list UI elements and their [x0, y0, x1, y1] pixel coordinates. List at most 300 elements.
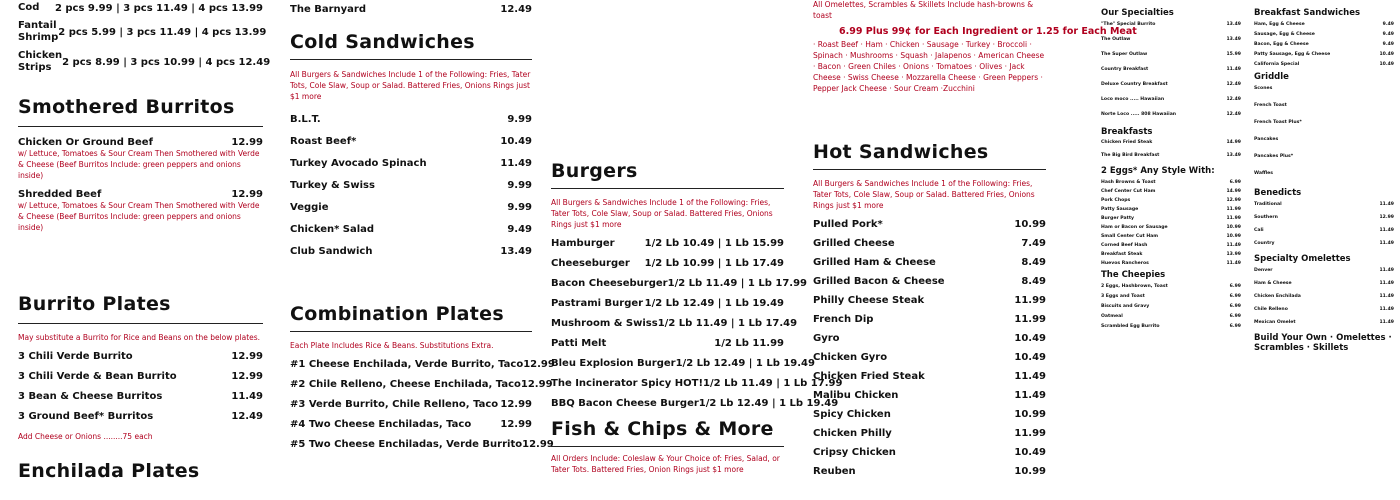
menu-item	[290, 180, 532, 191]
two-eggs-title: 2 Eggs* Any Style With:	[1101, 166, 1215, 176]
menu-item-name: Pork Chops	[1101, 198, 1131, 203]
hot-sandwiches-list	[813, 219, 1046, 477]
menu-item	[1254, 52, 1394, 57]
menu-item	[1254, 32, 1394, 37]
menu-item-row	[813, 466, 1046, 477]
menu-item-price: 11.49	[500, 158, 532, 169]
menu-item-row	[1254, 42, 1394, 47]
menu-item-row	[1101, 216, 1241, 221]
menu-item	[1101, 189, 1241, 194]
menu-item	[1101, 82, 1241, 87]
menu-item-price: 6.99	[1229, 324, 1241, 329]
ingredient-list: · Roast Beef · Ham · Chicken · Sausage · Turkey · Broccoli · Spinach · Mushrooms · Squash · Jalapenos · American Cheese · Bacon · Green Chiles · Onions · Tomatoes · Olives · Jack Cheese · Swiss Cheese · Mozzarella Cheese · Green Peppers · Pepper Jack Cheese · Sour Cream ·Zucchini	[813, 40, 1045, 93]
menu-item-row	[1101, 37, 1241, 42]
menu-item-row	[1254, 320, 1394, 325]
build-your-own-title: Build Your Own · Omelettes · Scrambles · Skillets	[1254, 333, 1392, 353]
menu-item	[1101, 216, 1241, 221]
menu-item-name: Chicken Gyro	[813, 352, 888, 363]
menu-item-name: Southern	[1254, 215, 1278, 220]
menu-item-name: The Outlaw	[1101, 37, 1131, 42]
menu-item-price: 1/2 Lb 11.49 | 1 Lb 17.49	[657, 318, 798, 329]
menu-item-row	[1101, 140, 1241, 145]
menu-item-price: 11.49	[1379, 320, 1394, 325]
menu-item-price: 2 pcs 9.99 | 3 pcs 11.49 | 4 pcs 13.99	[54, 2, 263, 14]
menu-item	[290, 359, 555, 370]
hot-sandwiches-note: All Burgers & Sandwiches Include 1 of the Following: Fries, Tater Tots, Cole Slaw, Soup or Salad. Battered Fries, Onions Rings just $1 more	[813, 179, 1035, 210]
menu-item-row	[290, 202, 532, 213]
menu-item-price: 12.49	[231, 411, 263, 422]
menu-item	[1101, 97, 1241, 102]
menu-item-row	[1101, 207, 1241, 212]
menu-item-price: 13.49	[500, 246, 532, 257]
menu-item-row	[290, 379, 553, 390]
menu-item-name: Cod	[18, 2, 40, 13]
menu-item	[1254, 294, 1394, 299]
menu-item-name: French Dip	[813, 314, 874, 325]
specialty-omelettes-list	[1254, 268, 1394, 325]
menu-item	[1101, 252, 1241, 257]
specialties-list	[1101, 22, 1241, 117]
menu-item-price: 9.49	[1382, 42, 1394, 47]
menu-item-row	[813, 352, 1046, 363]
menu-item-price: 12.99	[522, 439, 554, 450]
menu-item-row	[1254, 268, 1394, 273]
cheepies-title: The Cheepies	[1101, 270, 1166, 280]
menu-item	[1254, 320, 1394, 325]
menu-item-row	[1101, 97, 1241, 102]
menu-item	[551, 318, 798, 329]
menu-item-name: Patti Melt	[551, 338, 607, 349]
menu-item	[1254, 241, 1394, 246]
menu-item-row	[551, 238, 784, 249]
menu-item-name: Chicken* Salad	[290, 224, 375, 235]
menu-item-name: Country Breakfast	[1101, 67, 1149, 72]
combination-plates-note: Each Plate Includes Rice & Beans. Substitutions Extra.	[290, 341, 494, 350]
column-2	[290, 0, 555, 459]
menu-item-price: 12.49	[500, 4, 532, 15]
menu-item-name: The Super Outlaw	[1101, 52, 1148, 57]
menu-item-name: Chicken Strips	[18, 50, 63, 73]
barnyard-row	[290, 4, 532, 15]
menu-item-name: 2 Eggs, Hashbrown, Toast	[1101, 284, 1168, 289]
menu-item-name: Traditional	[1254, 202, 1282, 207]
menu-item-price: 11.99	[1014, 295, 1046, 306]
two-eggs-list	[1101, 180, 1241, 266]
menu-item-name: Huevos Rancheros	[1101, 261, 1149, 266]
menu-item-description: w/ Lettuce, Tomatoes & Sour Cream Then Smothered with Verde & Cheese (Beef Burritos Include: green peppers and onions inside)	[18, 149, 260, 180]
menu-item-name: Turkey Avocado Spinach	[290, 158, 427, 169]
menu-item-price: 6.99	[1229, 180, 1241, 185]
menu-item-name: Mexican Omelet	[1254, 320, 1296, 325]
menu-item-row	[1254, 307, 1394, 312]
menu-item	[1101, 180, 1241, 185]
menu-item-name: Bacon, Egg & Cheese	[1254, 42, 1309, 47]
menu-item-row	[1254, 22, 1394, 27]
menu-item-row	[18, 189, 263, 200]
menu-item-row	[1101, 304, 1241, 309]
menu-item-name: Ham & Cheese	[1254, 281, 1292, 286]
menu-item-name: Corned Beef Hash	[1101, 243, 1148, 248]
menu-item-name: Pancakes	[1254, 137, 1279, 142]
menu-item-name: 3 Ground Beef* Burritos	[18, 411, 154, 422]
menu-item-row	[1254, 103, 1394, 108]
menu-item-name: Oatmeal	[1101, 314, 1123, 319]
menu-item-row	[813, 257, 1046, 268]
menu-item-price: 11.49	[1226, 243, 1241, 248]
menu-item-row	[1254, 171, 1394, 176]
menu-item-row	[18, 137, 263, 148]
menu-item-name: Denver	[1254, 268, 1273, 273]
menu-item-name: Cali	[1254, 228, 1264, 233]
menu-item-price: 1/2 Lb 11.99	[714, 338, 784, 349]
menu-item-price: 12.99	[231, 189, 263, 200]
menu-item-price: 11.49	[1014, 390, 1046, 401]
menu-item-name: "The" Special Burrito	[1101, 22, 1156, 27]
menu-item-row	[813, 238, 1046, 249]
menu-item-name: Breakfast Steak	[1101, 252, 1143, 257]
menu-item-name: Country	[1254, 241, 1275, 246]
menu-item-price: 13.49	[1226, 37, 1241, 42]
menu-item-name: Scones	[1254, 86, 1273, 91]
menu-item	[1254, 228, 1394, 233]
menu-item-row	[1101, 314, 1241, 319]
menu-item-row	[290, 419, 532, 430]
menu-item-row	[813, 295, 1046, 306]
omelette-note: All Omelettes, Scrambles & Skillets Include hash-browns & toast	[813, 0, 1034, 20]
menu-item-name: Pastrami Burger	[551, 298, 644, 309]
menu-item-row	[813, 409, 1046, 420]
menu-item-row	[1101, 261, 1241, 266]
menu-item-name: The Incinerator Spicy HOT!	[551, 378, 704, 389]
menu-item-name: Pulled Pork*	[813, 219, 883, 230]
breakfast-sandwiches-list	[1254, 22, 1394, 67]
menu-item	[813, 428, 1046, 439]
menu-item-row	[1101, 234, 1241, 239]
menu-item-name: 3 Chili Verde & Bean Burrito	[18, 371, 177, 382]
menu-item-price: 11.99	[1014, 314, 1046, 325]
menu-item-row	[290, 246, 532, 257]
menu-item-name: Reuben	[813, 466, 856, 477]
menu-item-price: 11.49	[1379, 281, 1394, 286]
menu-item-name: Shredded Beef	[18, 189, 102, 200]
menu-item-row	[1254, 294, 1394, 299]
menu-item	[813, 257, 1046, 268]
griddle-title: Griddle	[1254, 72, 1289, 82]
menu-item	[1254, 281, 1394, 286]
menu-item-name: #3 Verde Burrito, Chile Relleno, Taco	[290, 399, 499, 410]
menu-item	[1101, 234, 1241, 239]
burgers-note: All Burgers & Sandwiches Include 1 of the Following: Fries, Tater Tots, Cole Slaw, Soup or Salad. Battered Fries, Onions Rings just $1 more	[551, 198, 773, 229]
menu-item-price: 10.99	[1226, 234, 1241, 239]
benedicts-list	[1254, 202, 1394, 246]
menu-item-name: Deluxe Country Breakfast	[1101, 82, 1168, 87]
menu-item-name: Chef Center Cut Ham	[1101, 189, 1156, 194]
menu-item-row	[1254, 137, 1394, 142]
menu-item-name: Patty Sausage, Egg & Cheese	[1254, 52, 1331, 57]
menu-item	[813, 295, 1046, 306]
menu-item-name: Waffles	[1254, 171, 1273, 176]
menu-item	[813, 390, 1046, 401]
burrito-plates-list	[18, 351, 263, 422]
menu-item-price: 11.99	[1226, 216, 1241, 221]
menu-item	[18, 137, 263, 181]
menu-item-row	[290, 114, 532, 125]
menu-item	[1254, 215, 1394, 220]
menu-item-row	[18, 371, 263, 382]
menu-item	[1254, 42, 1394, 47]
menu-item	[1101, 22, 1241, 27]
menu-item-row	[551, 258, 784, 269]
menu-item	[290, 379, 553, 390]
menu-item-price: 1/2 Lb 12.49 | 1 Lb 19.49	[675, 358, 815, 369]
menu-item	[1101, 314, 1241, 319]
menu-item-row	[1254, 215, 1394, 220]
menu-item-price: 11.99	[1014, 428, 1046, 439]
menu-item-row	[813, 428, 1046, 439]
menu-item	[813, 238, 1046, 249]
menu-item	[551, 378, 843, 389]
menu-item-price: 9.49	[1382, 22, 1394, 27]
menu-item-name: Chicken Enchilada	[1254, 294, 1301, 299]
menu-item-price: 11.49	[1379, 241, 1394, 246]
menu-item	[1101, 207, 1241, 212]
menu-item-price: 6.99	[1229, 314, 1241, 319]
menu-item-row	[1101, 225, 1241, 230]
menu-item-price: 12.99	[1379, 215, 1394, 220]
menu-item-price: 9.99	[507, 114, 532, 125]
menu-item	[813, 333, 1046, 344]
menu-item	[290, 224, 532, 235]
menu-item-row	[18, 50, 271, 74]
menu-item-name: Chile Relleno	[1254, 307, 1288, 312]
menu-item-row	[1254, 228, 1394, 233]
menu-item-row	[1254, 154, 1394, 159]
menu-item-price: 13.49	[1226, 22, 1241, 27]
menu-item-price: 12.99	[500, 399, 532, 410]
menu-item-price: 12.99	[520, 379, 553, 390]
build-price-line: 6.99 Plus 99¢ for Each Ingredient or 1.25 for Each Meat	[839, 26, 1137, 37]
menu-item-price: 2 pcs 5.99 | 3 pcs 11.49 | 4 pcs 13.99	[58, 26, 267, 38]
menu-item-row	[813, 371, 1046, 382]
menu-item-name: Grilled Ham & Cheese	[813, 257, 936, 268]
menu-item	[1101, 243, 1241, 248]
menu-item-name: Ham, Egg & Cheese	[1254, 22, 1305, 27]
menu-item-name: Hash Browns & Toast	[1101, 180, 1156, 185]
menu-item-name: Roast Beef*	[290, 136, 357, 147]
menu-item-price: 15.99	[1226, 52, 1241, 57]
cold-sandwiches-list	[290, 114, 532, 257]
menu-item-price: 9.49	[507, 224, 532, 235]
menu-item-name: Turkey & Swiss	[290, 180, 375, 191]
menu-item-price: 6.99	[1229, 294, 1241, 299]
menu-item-name: Biscuits and Gravy	[1101, 304, 1150, 309]
menu-item-name: Burger Patty	[1101, 216, 1135, 221]
menu-item-price: 14.99	[1226, 140, 1241, 145]
menu-item-name: Philly Cheese Steak	[813, 295, 925, 306]
combination-plates-list	[290, 359, 555, 450]
menu-item	[551, 258, 784, 269]
menu-item-row	[1101, 189, 1241, 194]
menu-item	[290, 136, 532, 147]
menu-item	[551, 398, 839, 409]
smothered-burritos-title: Smothered Burritos	[18, 96, 263, 127]
menu-item-row	[290, 399, 532, 410]
fish-chips-title: Fish & Chips & More	[551, 418, 784, 447]
menu-item-name: #1 Cheese Enchilada, Verde Burrito, Taco	[290, 359, 524, 370]
breakfasts-list	[1101, 140, 1241, 158]
menu-item-price: 12.99	[523, 359, 555, 370]
menu-item-name: #2 Chile Relleno, Cheese Enchilada, Taco	[290, 379, 521, 390]
menu-item-name: Hamburger	[551, 238, 615, 249]
burrito-plates-extra: Add Cheese or Onions ........75 each	[18, 432, 153, 441]
menu-item-row	[813, 219, 1046, 230]
menu-item-row	[1254, 62, 1394, 67]
menu-item-name: Grilled Cheese	[813, 238, 895, 249]
menu-item-name: Club Sandwich	[290, 246, 373, 257]
menu-item-price: 10.99	[1014, 219, 1046, 230]
menu-item-name: Patty Sausage	[1101, 207, 1139, 212]
menu-item-name: 3 Eggs and Toast	[1101, 294, 1145, 299]
menu-item-name: Veggie	[290, 202, 329, 213]
menu-item-price: 12.49	[1226, 97, 1241, 102]
menu-item	[290, 399, 532, 410]
menu-item	[18, 411, 263, 422]
smothered-burritos-list	[18, 137, 263, 233]
menu-item-name: Grilled Bacon & Cheese	[813, 276, 945, 287]
menu-item-row	[1254, 281, 1394, 286]
menu-item-price: 9.99	[507, 180, 532, 191]
menu-item-row	[18, 411, 263, 422]
menu-item-price: 10.49	[1379, 62, 1394, 67]
menu-item-price: 13.49	[1226, 153, 1241, 158]
menu-item-row	[1101, 294, 1241, 299]
menu-item-row	[813, 276, 1046, 287]
menu-item-row	[1101, 198, 1241, 203]
menu-item	[1101, 304, 1241, 309]
menu-item-row	[18, 391, 263, 402]
menu-item	[1101, 198, 1241, 203]
menu-item	[1254, 103, 1394, 108]
cheepies-list	[1101, 284, 1241, 329]
menu-item	[290, 202, 532, 213]
menu-item-row	[18, 351, 263, 362]
menu-item-row	[18, 20, 267, 44]
menu-item-price: 14.99	[1226, 189, 1241, 194]
menu-item-row	[551, 278, 807, 289]
menu-item-price: 6.99	[1229, 304, 1241, 309]
menu-item-name: Scrambled Egg Burrito	[1101, 324, 1160, 329]
hot-sandwiches-title: Hot Sandwiches	[813, 141, 1046, 170]
menu-item-price: 10.49	[1014, 447, 1046, 458]
menu-item	[290, 158, 532, 169]
menu-item-name: The Barnyard	[290, 4, 366, 15]
menu-item-name: BBQ Bacon Cheese Burger	[551, 398, 699, 409]
benedicts-title: Benedicts	[1254, 188, 1302, 198]
menu-item-name: Malibu Chicken	[813, 390, 899, 401]
menu-item-price: 10.99	[1014, 466, 1046, 477]
menu-item	[813, 447, 1046, 458]
menu-item	[1101, 153, 1241, 158]
menu-item	[1254, 154, 1394, 159]
menu-item	[551, 358, 815, 369]
menu-item	[290, 419, 532, 430]
menu-item-price: 11.49	[1014, 371, 1046, 382]
menu-item-row	[551, 338, 784, 349]
menu-item-row	[1101, 112, 1241, 117]
menu-item-name: Bleu Explosion Burger	[551, 358, 676, 369]
menu-item-price: 12.49	[1226, 112, 1241, 117]
menu-item	[1101, 261, 1241, 266]
menu-item-row	[1254, 86, 1394, 91]
menu-item-name: Chicken Philly	[813, 428, 892, 439]
menu-item-row	[1254, 120, 1394, 125]
menu-item-row	[1101, 252, 1241, 257]
menu-item	[290, 439, 554, 450]
menu-item-name: 3 Bean & Cheese Burritos	[18, 391, 163, 402]
menu-item-name: Sausage, Egg & Cheese	[1254, 32, 1315, 37]
menu-item	[1254, 137, 1394, 142]
combination-plates-title: Combination Plates	[290, 303, 532, 332]
menu-item-name: Pancakes Plus*	[1254, 154, 1294, 159]
menu-item	[551, 298, 784, 309]
menu-item-row	[1254, 202, 1394, 207]
menu-item	[1101, 112, 1241, 117]
menu-item	[1101, 52, 1241, 57]
menu-item-name: The Big Bird Breakfast	[1101, 153, 1160, 158]
menu-item-price: 10.49	[500, 136, 532, 147]
menu-item	[813, 371, 1046, 382]
menu-item-name: Small Center Cut Ham	[1101, 234, 1159, 239]
menu-item-row	[1101, 22, 1241, 27]
menu-item-row	[1101, 284, 1241, 289]
specialty-omelettes-title: Specialty Omelettes	[1254, 254, 1351, 264]
menu-item-row	[551, 378, 843, 389]
menu-item	[1254, 307, 1394, 312]
menu-item	[1101, 284, 1241, 289]
menu-item-row	[813, 390, 1046, 401]
menu-item	[813, 352, 1046, 363]
menu-item-name: #5 Two Cheese Enchiladas, Verde Burrito	[290, 439, 523, 450]
menu-item	[551, 238, 784, 249]
menu-item-name: Chicken Fried Steak	[813, 371, 925, 382]
menu-item	[1101, 67, 1241, 72]
griddle-list	[1254, 86, 1394, 176]
menu-item-row	[18, 2, 263, 14]
menu-item-name: Mushroom & Swiss	[551, 318, 658, 329]
menu-item-row	[551, 398, 839, 409]
menu-item-row	[1254, 241, 1394, 246]
menu-item-price: 6.99	[1229, 284, 1241, 289]
menu-item-price: 9.99	[507, 202, 532, 213]
menu-item-price: 12.99	[231, 371, 263, 382]
menu-item	[290, 246, 532, 257]
menu-item	[1254, 202, 1394, 207]
menu-item	[18, 371, 263, 382]
menu-item-price: 11.49	[1379, 294, 1394, 299]
menu-item-row	[1101, 67, 1241, 72]
column-5	[1101, 8, 1241, 334]
menu-item-price: 11.49	[1379, 228, 1394, 233]
menu-item-price: 8.49	[1021, 257, 1046, 268]
menu-item	[1254, 171, 1394, 176]
menu-item	[1254, 86, 1394, 91]
menu-item-price: 1/2 Lb 11.49 | 1 Lb 17.99	[703, 378, 843, 389]
menu-item-name: Fantail Shrimp	[18, 20, 59, 43]
cold-sandwiches-title: Cold Sandwiches	[290, 31, 532, 60]
menu-item-row	[290, 224, 532, 235]
menu-item-price: 1/2 Lb 12.49 | 1 Lb 19.49	[644, 298, 784, 309]
menu-item-row	[1101, 180, 1241, 185]
